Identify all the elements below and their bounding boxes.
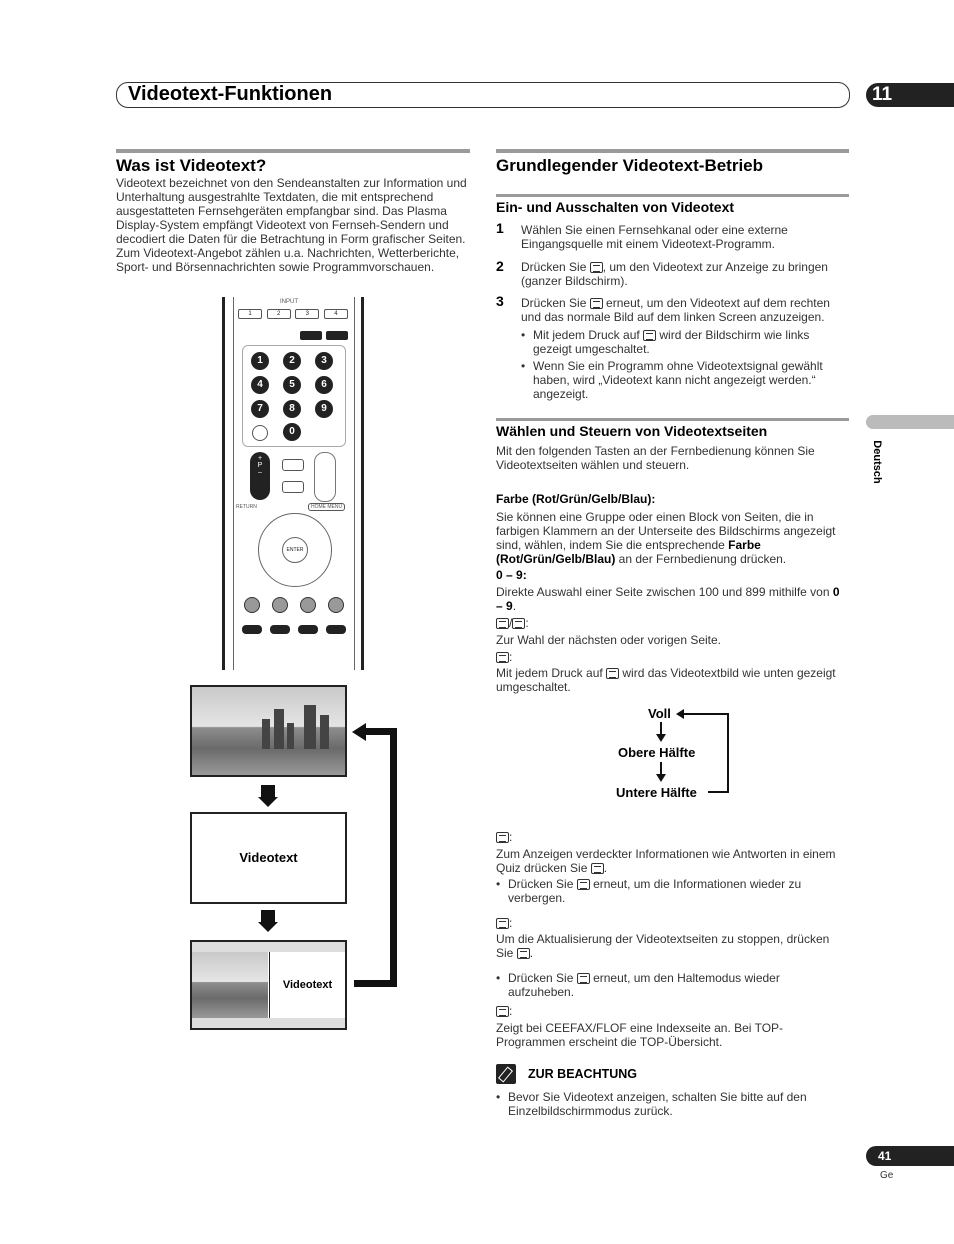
language-tab — [866, 415, 954, 429]
teletext-button — [300, 331, 322, 340]
language-label: Deutsch — [871, 440, 883, 484]
input-button-4: 4 — [324, 309, 348, 319]
flow-arrow-down-icon — [656, 734, 666, 742]
flow-line-right — [727, 713, 729, 793]
return-arrow-vertical — [390, 728, 397, 987]
hold-key — [298, 625, 318, 634]
hold-bullet-post: erneut, um den Haltemodus wieder aufzuheben. — [508, 971, 780, 999]
return-arrow-head-icon — [352, 723, 366, 741]
tv-picture-screen — [190, 685, 347, 777]
hold-key-label: : — [496, 916, 512, 930]
input-button-1: 1 — [238, 309, 262, 319]
hold-key-icon-3 — [577, 973, 590, 984]
page-down-icon — [512, 618, 525, 629]
page-language-code: Ge — [880, 1170, 894, 1181]
hold-bullet-pre: Drücken Sie — [508, 971, 574, 985]
blue-key — [328, 597, 344, 613]
flow-full: Voll — [648, 706, 671, 721]
hold-bullet — [508, 971, 849, 999]
reveal-key-icon — [496, 832, 509, 843]
size-key-icon — [496, 652, 509, 663]
size-text-a: Mit jedem Druck auf — [496, 666, 603, 680]
return-label: RETURN — [236, 504, 257, 510]
direction-pad — [258, 513, 332, 587]
color-text-b: an der Fernbedienung drücken. — [618, 552, 787, 566]
teletext-label-full: Videotext — [239, 850, 298, 865]
reveal-key-label: : — [496, 830, 512, 844]
color-keys-title: Farbe (Rot/Grün/Gelb/Blau): — [496, 492, 656, 506]
teletext-key-icon-3 — [643, 330, 656, 341]
hold-text: Um die Aktualisierung der Videotextseiten zu stoppen, drücken Sie . — [496, 932, 830, 960]
subsection-rule-1 — [496, 194, 849, 197]
num-key-2: 2 — [283, 352, 301, 370]
page-number: 41 — [866, 1146, 954, 1166]
tv-split-screen — [190, 940, 347, 1030]
yellow-key — [300, 597, 316, 613]
reveal-key-icon-3 — [577, 879, 590, 890]
enter-key: ENTER — [282, 537, 308, 563]
reveal-key-icon-2 — [591, 863, 604, 874]
flow-top-half: Obere Hälfte — [618, 745, 696, 760]
color-keys — [244, 597, 344, 613]
digits-title-text: 0 – 9 — [496, 568, 523, 582]
section-rule-right — [496, 149, 849, 153]
digits-text: Direkte Auswahl einer Seite zwischen 100 und 899 mithilfe von 0 – 9. — [496, 585, 840, 613]
note-title: ZUR BEACHTUNG — [528, 1067, 638, 1081]
step-2-pre: Drücken Sie — [521, 260, 587, 274]
section-rule — [116, 149, 470, 153]
step-number-2: 2 — [496, 258, 504, 274]
index-key — [326, 625, 346, 634]
page-keys-text: Zur Wahl der nächsten oder vorigen Seite. — [496, 633, 722, 647]
subsection-title-1: Ein- und Ausschalten von Videotext — [496, 199, 735, 215]
step-text-2 — [521, 260, 849, 288]
color-text-a: Sie können eine Gruppe oder einen Block von Seiten, die in farbigen Klammern an der Unterseite des Bildschirms angezeigt sind, wählen, indem Sie die entsprechende — [496, 510, 836, 552]
step-number-1: 1 — [496, 220, 504, 236]
volume-rocker — [314, 452, 336, 502]
arrow-head-icon-2 — [258, 922, 278, 932]
step-text-1: Wählen Sie einen Fernsehkanal oder eine externe Eingangsquelle mit einem Videotext-Programm. — [521, 223, 788, 251]
input-button-3: 3 — [295, 309, 319, 319]
flow-line-bottom — [708, 791, 729, 793]
sub2-intro: Mit den folgenden Tasten an der Fernbedienung können Sie Videotextseiten wählen und steuern. — [496, 444, 815, 472]
num-key-6: 6 — [315, 376, 333, 394]
p-label: P — [257, 462, 263, 469]
bullet-1-pre: Mit jedem Druck auf — [533, 328, 640, 342]
digits-text-bold: 0 – 9 — [496, 585, 840, 613]
hold-key-icon — [496, 918, 509, 929]
bullet-1-post: wird der Bildschirm wie links gezeigt umgeschaltet. — [533, 328, 810, 356]
num-key-9: 9 — [315, 400, 333, 418]
red-key — [244, 597, 260, 613]
page-up-icon — [496, 618, 509, 629]
reveal-bullet — [508, 877, 849, 905]
step-text-3 — [521, 296, 849, 324]
step-number-3: 3 — [496, 293, 504, 309]
color-keys-text — [496, 510, 849, 566]
reveal-key — [270, 625, 290, 634]
num-key-8: 8 — [283, 400, 301, 418]
reveal-text-a: Zum Anzeigen verdeckter Informationen wie Antworten in einem Quiz drücken Sie — [496, 847, 836, 875]
reveal-text: Zum Anzeigen verdeckter Informationen wie Antworten in einem Quiz drücken Sie . — [496, 847, 836, 875]
index-icon — [252, 425, 268, 441]
intro-text: Videotext bezeichnet von den Sendeanstalten zur Information und Unterhaltung ausgestrahlte Textdaten, die mit entsprechend ausgestatteten Fernsehgeräten empfangbar sind. Das Plasma Display-System empfängt Videotext von Fernseh-Sendern und decodiert die Daten für die Betrachtung in Form grafischer Seiten. Zum Videotext-Angebot zählen u.a. Nachrichten, Wetterberichte, Sport- und Börsennachrichten sowie Programmvorschauen. — [116, 176, 467, 274]
flow-bottom-half: Untere Hälfte — [616, 785, 697, 800]
num-key-7: 7 — [251, 400, 269, 418]
num-key-5: 5 — [283, 376, 301, 394]
digits-text-a: Direkte Auswahl einer Seite zwischen 100 und 899 mithilfe von — [496, 585, 830, 599]
num-key-0: 0 — [283, 423, 301, 441]
dual-button — [282, 459, 304, 471]
hold-key-icon-2 — [517, 948, 530, 959]
remote-illustration — [222, 297, 364, 670]
index-key-label: : — [496, 1004, 512, 1018]
index-key-icon — [496, 1006, 509, 1017]
bullet-1 — [533, 328, 849, 356]
note-pencil-icon — [496, 1064, 516, 1084]
hold-text-a: Um die Aktualisierung der Videotextseiten zu stoppen, drücken Sie — [496, 932, 830, 960]
input-label: INPUT — [280, 299, 298, 305]
step-3-post: erneut, um den Videotext auf dem rechten und das normale Bild auf dem linken Screen anzuzeigen. — [521, 296, 830, 324]
flow-line-top — [680, 713, 728, 715]
number-pad — [242, 345, 346, 447]
split-picture — [192, 952, 268, 1018]
size-key-text — [496, 666, 849, 694]
digits-title: 0 – 9: — [496, 568, 527, 582]
teletext-split-button — [326, 331, 348, 340]
num-key-4: 4 — [251, 376, 269, 394]
reveal-bullet-pre: Drücken Sie — [508, 877, 574, 891]
step-3-pre: Drücken Sie — [521, 296, 587, 310]
green-key — [272, 597, 288, 613]
teletext-label-split: Videotext — [282, 979, 333, 991]
subsection-title-2: Wählen und Steuern von Videotextseiten — [496, 423, 768, 439]
step-2-post: , um den Videotext zur Anzeige zu bringen (ganzer Bildschirm). — [521, 260, 828, 288]
page-keys-icons: / : — [496, 616, 529, 630]
num-key-1: 1 — [251, 352, 269, 370]
section-title-right: Grundlegender Videotext-Betrieb — [496, 156, 764, 175]
note-bullet: Bevor Sie Videotext anzeigen, schalten Sie bitte auf den Einzelbildschirmmodus zurück. — [508, 1090, 807, 1118]
size-text-b: wird das Videotextbild wie unten gezeigt umgeschaltet. — [496, 666, 836, 694]
teletext-key-icon-2 — [590, 298, 603, 309]
page-title: Videotext-Funktionen — [128, 83, 333, 105]
tv-teletext-screen — [190, 812, 347, 904]
flow-arrow-down-icon-2 — [656, 774, 666, 782]
chapter-number: 11 — [866, 83, 954, 107]
subsection-rule-2 — [496, 418, 849, 421]
index-text: Zeigt bei CEEFAX/FLOF eine Indexseite an. Bei TOP-Programmen erscheint die TOP-Übersicht. — [496, 1021, 784, 1049]
input-button-2: 2 — [267, 309, 291, 319]
size-key — [242, 625, 262, 634]
num-key-3: 3 — [315, 352, 333, 370]
section-title-left: Was ist Videotext? — [116, 156, 267, 175]
reveal-bullet-post: erneut, um die Informationen wieder zu verbergen. — [508, 877, 802, 905]
home-menu-label: HOME MENU — [308, 503, 345, 511]
teletext-key-icon — [590, 262, 603, 273]
flow-arrow-left-icon — [676, 709, 684, 719]
program-rocker: + P – — [250, 452, 270, 500]
size-key-label: : — [496, 650, 512, 664]
size-key-icon-2 — [606, 668, 619, 679]
mute-button — [282, 481, 304, 493]
color-text-bold: Farbe (Rot/Grün/Gelb/Blau) — [496, 538, 761, 566]
return-arrow-top — [366, 728, 397, 735]
teletext-function-keys — [242, 625, 346, 634]
arrow-head-icon — [258, 797, 278, 807]
bullet-2: Wenn Sie ein Programm ohne Videotextsignal gewählt haben, wird „Videotext kann nicht angezeigt werden.“ angezeigt. — [533, 359, 823, 401]
